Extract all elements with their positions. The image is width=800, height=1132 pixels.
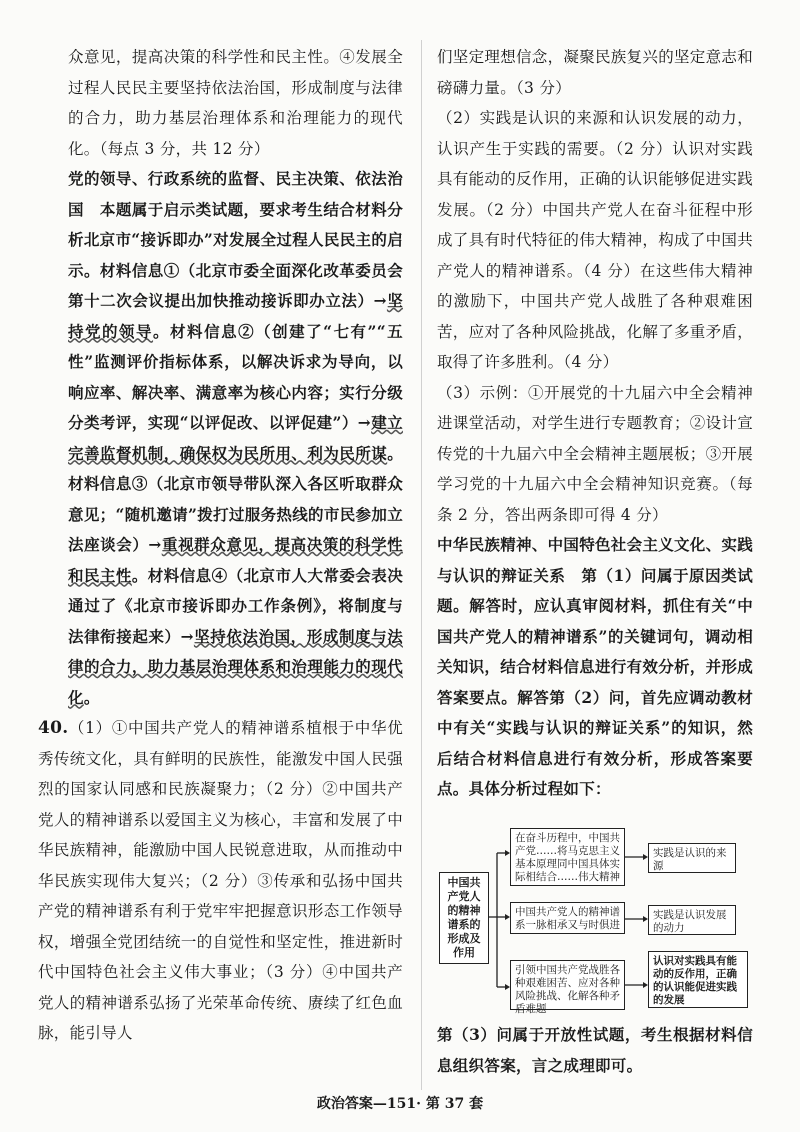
answer-paragraph: （3）示例：①开展党的十九届六中全会精神进课堂活动，对学生进行专题教育；②设计宣传党的十九届六中全会精神主题展板；③开展学习党的十九届六中全会精神知识竞赛。（每条 2 分，答出两条即可得 4 分）: [437, 383, 754, 524]
question-number: 40.: [38, 718, 69, 738]
answer-paragraph: 们坚定理想信念，凝聚民族复兴的坚定意志和磅礴力量。（3 分）: [437, 48, 754, 97]
key-point: 建立完善监督机制，确保权为民所用、利为民所谋: [68, 413, 403, 463]
analysis-diagram: [437, 825, 757, 1015]
answer-paragraph: （2）实践是认识的来源和认识发展的动力，认识产生于实践的需要。（2 分）认识对实践具有能动的反作用，正确的认识能够促进实践发展。（2 分）中国共产党人在奋斗征程中形成了具有时代特征的伟大精神，构成了中国共产党人的精神谱系。（4 分）在这些伟大精神的激励下，中国共产党人战胜了各种艰难困苦，应对了各种风险挑战，化解了多重矛盾，取得了许多胜利。（4 分）: [437, 109, 754, 371]
question-40-answer: 40.（1）①中国共产党人的精神谱系植根于中华优秀传统文化，具有鲜明的民族性，能激发中国人民强烈的国家认同感和民族凝聚力；（2 分）②中国共产党人的精神谱系以爱国主义为核心，丰富和发展了中华民族精神，能激励中国人民锐意进取，从而推动中华民族实现伟大复兴；（2 分）③传承和弘扬中国共产党的精神谱系有利于党牢牢把握意识形态工作领导权，增强全党团结统一的自觉性和坚定性，推进新时代中国特色社会主义伟大事业；（3 分）④中国共产党人的精神谱系弘扬了光荣革命传统、赓续了红色血脉，能引导人: [38, 718, 403, 1042]
diagram-output-box: 实践是认识发展的动力: [648, 905, 736, 935]
key-point: 重视群众意见，提高决策的科学性和民主性: [68, 535, 403, 585]
analysis-paragraph: 中华民族精神、中国特色社会主义文化、实践与认识的辩证关系 第（1）问属于原因类试题。解答时，应认真审阅材料，抓住有关“中国共产党人的精神谱系”的关键词句，调动相关知识，结合材料信息进行有效分析，并形成答案要点。解答第（2）问，首先应调动教材中有关“实践与认识的辩证关系”的知识，然后结合材料信息进行有效分析，形成答案要点。具体分析过程如下：: [437, 535, 754, 798]
analysis-paragraph: 第（3）问属于开放性试题，考生根据材料信息组织答案，言之成理即可。: [437, 1025, 753, 1075]
page-footer: 政治答案—151· 第 37 套: [316, 1096, 484, 1112]
key-point: 坚持依法治国，形成制度与法律的合力，助力基层治理体系和治理能力的现代化: [68, 626, 403, 707]
right-column: [437, 42, 753, 805]
diagram-output-box: 实践是认识的来源: [648, 843, 736, 873]
answer-paragraph: 众意见，提高决策的科学性和民主性。④发展全过程人民民主要坚持依法治国，形成制度与法律的合力，助力基层治理体系和治理能力的现代化。（每点 3 分，共 12 分）: [68, 48, 403, 158]
diagram-root-box: 中国共产党人的精神谱系的形成及作用: [439, 872, 489, 964]
analysis-paragraph: 党的领导、行政系统的监督、民主决策、依法治国 本题属于启示类试题，要求考生结合材料分析北京市“接诉即办”对发展全过程人民民主的启示。材料信息①（北京市委全面深化改革委员会第十二次会议提出加快推动接诉即办立法）→坚持党的领导。材料信息②（创建了“七有”“五性”监测评价指标体系，以解决诉求为导向，以响应率、解决率、满意率为核心内容；实行分级分类考评，实现“以评促改、以评促建”）→建立完善监督机制，确保权为民所用、利为民所谋。材料信息③（北京市领导带队深入各区听取群众意见；“随机邀请”拨打过服务热线的市民参加立法座谈会）→重视群众意见，提高决策的科学性和民主性。材料信息④（北京市人大常委会表决通过了《北京市接诉即办工作条例》，将制度与法律衔接起来）→坚持依法治国，形成制度与法律的合力，助力基层治理体系和治理能力的现代化。: [68, 169, 403, 707]
diagram-middle-box: 在奋斗历程中，中国共产党……将马克思主义基本原理同中国具体实际相结合……伟大精神: [510, 828, 625, 886]
left-column: [38, 42, 403, 1049]
right-column-bottom: [437, 1020, 753, 1081]
diagram-middle-box: 中国共产党人的精神谱系一脉相承又与时俱进: [510, 902, 625, 934]
column-divider: [421, 40, 422, 1090]
diagram-output-box: 认识对实践具有能动的反作用，正确的认识能促进实践的发展: [648, 951, 748, 1008]
key-point: 坚持党的领导: [68, 291, 403, 341]
diagram-middle-box: 引领中国共产党战胜各种艰难困苦、应对各种风险挑战、化解各种矛盾难题: [510, 960, 625, 1010]
